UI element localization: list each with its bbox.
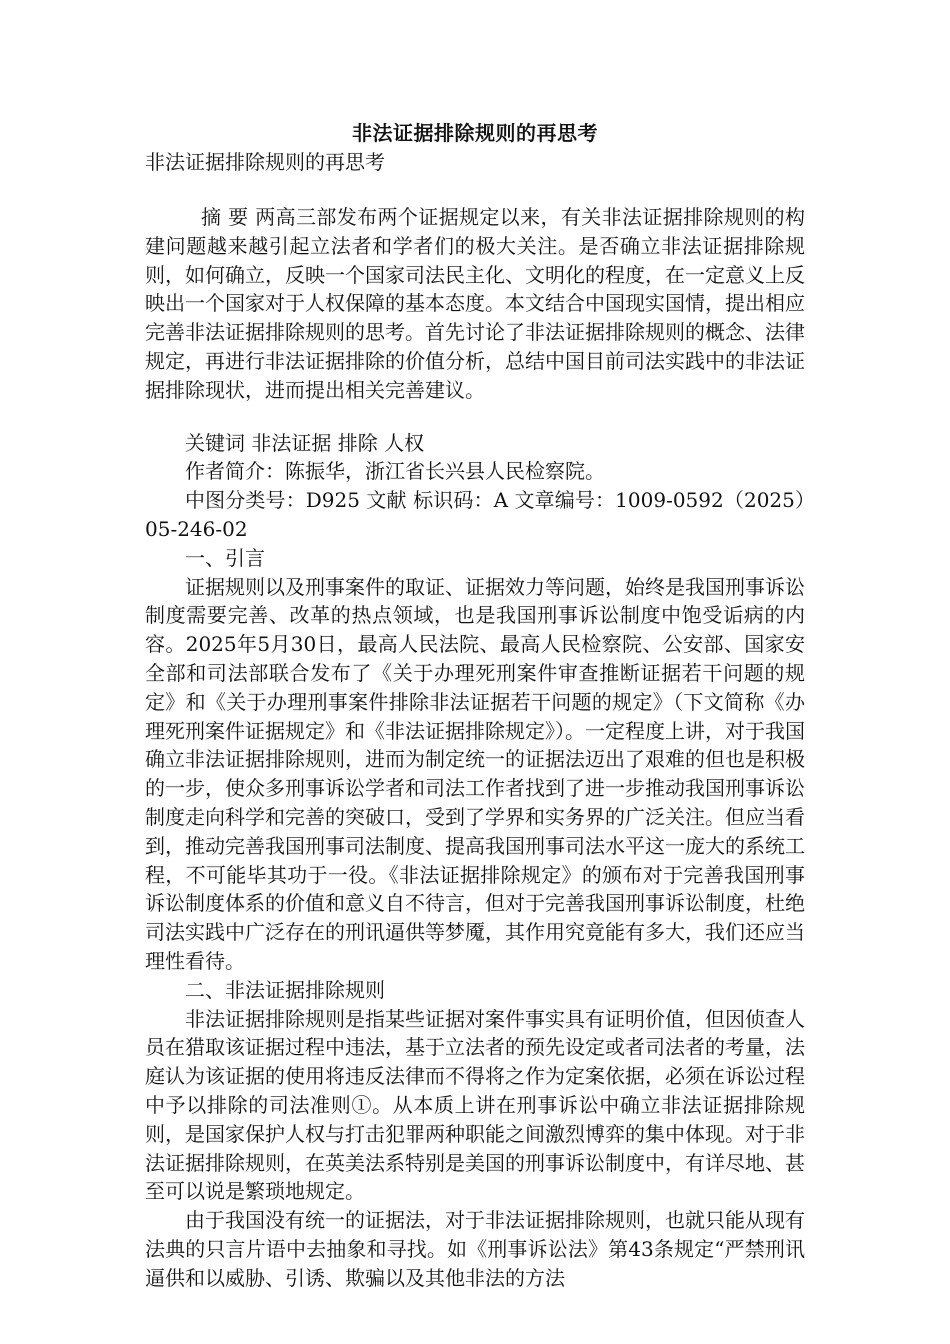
section-heading-exclusion-rule: 二、非法证据排除规则 <box>185 977 385 1002</box>
exclusion-rule-paragraph-2: 由于我国没有统一的证据法，对于非法证据排除规则，也就只能从现有法典的只言片语中去抽象和寻找。如《刑事诉讼法》第43条规定“严禁刑讯逼供和以威胁、引诱、欺骗以及其他非法的方法 <box>145 1208 805 1290</box>
classification-line: 中图分类号：D925 文献 标识码：A 文章编号：1009-0592（2025）05-246-02 <box>145 488 805 541</box>
author-line: 作者简介：陈振华，浙江省长兴县人民检察院。 <box>185 459 605 484</box>
section-heading-introduction: 一、引言 <box>185 545 265 570</box>
keywords-line: 关键词 非法证据 排除 人权 <box>185 430 425 455</box>
document-title: 非法证据排除规则的再思考 <box>352 121 598 145</box>
document-page <box>145 118 805 1292</box>
document-subtitle: 非法证据排除规则的再思考 <box>145 150 385 174</box>
introduction-paragraph: 证据规则以及刑事案件的取证、证据效力等问题，始终是我国刑事诉讼制度需要完善、改革的热点领域，也是我国刑事诉讼制度中饱受诟病的内容。2025年5月30日，最高人民法院、最高人民检察院、公安部、国家安全部和司法部联合发布了《关于办理死刑案件审查推断证据若干问题的规定》和《关于办理刑事案件排除非法证据若干问题的规定》（下文简称《办理死刑案件证据规定》和《非法证据排除规定》）。一定程度上讲，对于我国确立非法证据排除规则，进而为制定统一的证据法迈出了艰难的但也是积极的一步，使众多刑事诉讼学者和司法工作者找到了进一步推动我国刑事诉讼制度走向科学和完善的突破口，受到了学界和实务界的广泛关注。但应当看到，推动完善我国刑事司法制度、提高我国刑事司法水平这一庞大的系统工程，不可能毕其功于一役。《非法证据排除规定》的颁布对于完善我国刑事诉讼制度体系的价值和意义自不待言，但对于完善我国刑事诉讼制度，杜绝司法实践中广泛存在的刑讯逼供等梦魇，其作用究竟能有多大，我们还应当理性看待。 <box>145 574 805 973</box>
spacer <box>145 405 805 429</box>
exclusion-rule-paragraph-1: 非法证据排除规则是指某些证据对案件事实具有证明价值，但因侦查人员在猎取该证据过程中违法，基于立法者的预先设定或者司法者的考量，法庭认为该证据的使用将违反法律而不得将之作为定案依据，必须在诉讼过程中予以排除的司法准则①。从本质上讲在刑事诉讼中确立非法证据排除规则，是国家保护人权与打击犯罪两种职能之间激烈博弈的集中体现。对于非法证据排除规则，在英美法系特别是美国的刑事诉讼制度中，有详尽地、甚至可以说是繁琐地规定。 <box>145 1006 805 1204</box>
abstract-paragraph: 摘 要 两高三部发布两个证据规定以来，有关非法证据排除规则的构建问题越来越引起立法者和学者们的极大关注。是否确立非法证据排除规则，如何确立，反映一个国家司法民主化、文明化的程度，在一定意义上反映出一个国家对于人权保障的基本态度。本文结合中国现实国情，提出相应完善非法证据排除规则的思考。首先讨论了非法证据排除规则的概念、法律规定，再进行非法证据排除的价值分析，总结中国目前司法实践中的非法证据排除现状，进而提出相关完善建议。 <box>145 205 805 402</box>
